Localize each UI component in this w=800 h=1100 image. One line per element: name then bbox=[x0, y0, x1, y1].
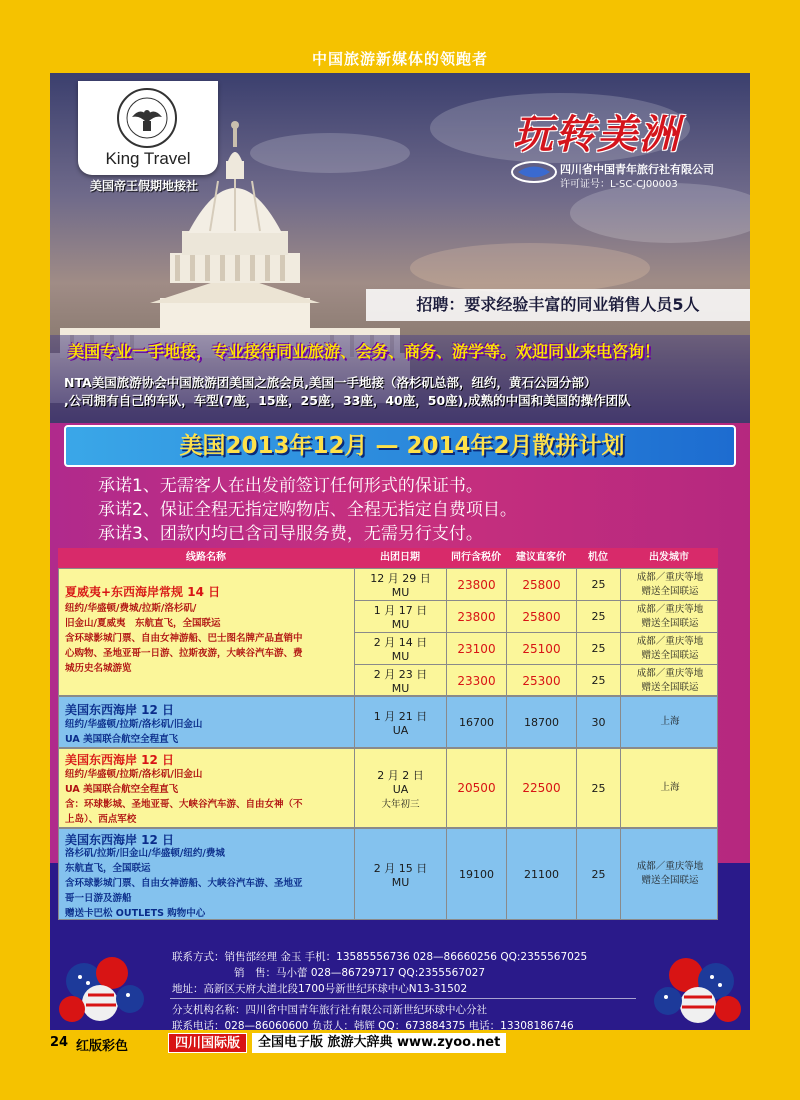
route-desc bbox=[65, 717, 353, 747]
retail-price-cell: 22500 bbox=[522, 781, 561, 795]
route-name: 夏威夷+东西海岸常规 14 日 bbox=[65, 585, 221, 599]
seats-cell: 25 bbox=[591, 610, 606, 623]
intro-text-1: NTA美国旅游协会中国旅游团美国之旅会员,美国一手地接（洛杉矶总部，纽约，黄石公园分部） bbox=[64, 375, 597, 390]
contact-address: 地址：高新区天府大道北段1700号新世纪环球中心N13-31502 bbox=[172, 983, 468, 995]
city-cell: 成都／重庆等地 赠送全国联运 bbox=[636, 861, 704, 886]
logo-name: King Travel bbox=[105, 149, 191, 168]
balloons-right-icon bbox=[646, 951, 742, 1030]
route-name: 美国东西海岸 12 日 bbox=[65, 753, 175, 767]
peer-price-cell: 23100 bbox=[457, 641, 496, 656]
peer-price-cell: 23300 bbox=[457, 673, 496, 688]
route-desc bbox=[65, 846, 353, 921]
route-desc-line: 旧金山/夏威夷 东航直飞，全国联运 bbox=[65, 618, 221, 629]
route-desc-line: 心购物、圣地亚哥一日游、拉斯夜游，大峡谷汽车游、费 bbox=[65, 648, 303, 659]
seats-cell: 25 bbox=[591, 781, 606, 795]
city-cell: 上海 bbox=[660, 716, 680, 727]
date-cell: 1 月 17 日 MU bbox=[373, 604, 428, 631]
recruit-banner bbox=[366, 289, 750, 321]
peer-price-cell: 20500 bbox=[457, 781, 496, 795]
top-slogan: 中国旅游新媒体的领跑者 bbox=[311, 50, 488, 68]
plan-title-banner bbox=[64, 425, 736, 467]
promise-1: 承诺1、无需客人在出发前签订任何形式的保证书。 bbox=[98, 476, 483, 496]
route-desc-line: 纽约/华盛顿/费城/拉斯/洛杉矶/ bbox=[65, 603, 197, 614]
contact-line-1: 联系方式：销售部经理 金玉 手机：13585556736 028—86660256 QQ:2355567025 bbox=[172, 951, 588, 963]
route-desc-line: 含环球影城门票、自由女神游船、巴士图名牌产品直销中 bbox=[65, 633, 303, 644]
header-peer-price: 同行含税价 bbox=[451, 552, 501, 563]
retail-price-cell: 18700 bbox=[524, 715, 559, 729]
cyts-logo-icon bbox=[510, 161, 558, 183]
route-desc-line: 东航直飞，全国联运 bbox=[65, 863, 151, 874]
header-city: 出发城市 bbox=[649, 552, 689, 563]
retail-price-cell: 25800 bbox=[522, 609, 561, 624]
city-cell: 成都／重庆等地 赠送全国联运 bbox=[636, 603, 704, 629]
plan-title: 美国2013年12月 — 2014年2月散拼计划 bbox=[179, 433, 625, 459]
route-desc-line: 上岛）、西点军校 bbox=[65, 814, 137, 825]
date-cell: 2 月 2 日 UA 大年初三 bbox=[377, 768, 424, 810]
date-cell: 2 月 14 日 MU bbox=[373, 636, 428, 663]
king-travel-logo bbox=[78, 81, 218, 175]
agency-license: 许可证号：L-SC-CJ00003 bbox=[560, 179, 678, 190]
promise-2: 承诺2、保证全程无指定购物店、全程无指定自费项目。 bbox=[98, 500, 517, 520]
route-desc-line: 纽约/华盛顿/拉斯/洛杉矶/旧金山 bbox=[65, 719, 203, 730]
date-cell: 12 月 29 日 MU bbox=[370, 572, 431, 599]
route-desc bbox=[65, 601, 353, 676]
peer-price-cell: 16700 bbox=[459, 715, 494, 729]
page-section-label: 红版彩色 bbox=[76, 1039, 129, 1054]
seats-cell: 25 bbox=[591, 867, 606, 881]
edition-tag: 四川国际版 bbox=[168, 1033, 247, 1053]
route-desc-line: UA 美国联合航空全程直飞 bbox=[65, 734, 179, 745]
intro-text-2: ,公司拥有自己的车队，车型(7座，15座，25座，33座，40座，50座),成熟的中国和美国的操作团队 bbox=[64, 393, 631, 408]
retail-price-cell: 25800 bbox=[522, 577, 561, 592]
peer-price-cell: 23800 bbox=[457, 577, 496, 592]
route-desc-line: 城历史名城游览 bbox=[65, 663, 132, 674]
header-date: 出团日期 bbox=[380, 552, 420, 563]
tour-group-coast-12d-ua-cny bbox=[58, 748, 718, 828]
seats-cell: 25 bbox=[591, 578, 606, 591]
route-desc-line: 赠送卡巴松 OUTLETS 购物中心 bbox=[65, 908, 206, 919]
eagle-seal-icon bbox=[114, 87, 180, 149]
route-desc-line: 纽约/华盛顿/拉斯/洛杉矶/旧金山 bbox=[65, 769, 203, 780]
date-cell: 2 月 23 日 MU bbox=[373, 668, 428, 695]
logo-subtitle: 美国帝王假期地接社 bbox=[90, 179, 199, 193]
branch-name: 分支机构名称：四川省中国青年旅行社有限公司新世纪环球中心分社 bbox=[172, 1004, 487, 1016]
intro-headline: 美国专业一手地接，专业接待同业旅游、会务、商务、游学等。欢迎同业来电咨询！ bbox=[68, 342, 661, 361]
hero-image bbox=[50, 73, 750, 423]
header-retail-price: 建议直客价 bbox=[516, 552, 566, 563]
route-desc-line: 含环球影城门票、自由女神游船、大峡谷汽车游、圣地亚 bbox=[65, 878, 303, 889]
poster bbox=[50, 73, 750, 1030]
peer-price-cell: 19100 bbox=[459, 867, 494, 881]
seats-cell: 25 bbox=[591, 674, 606, 687]
date-cell: 1 月 21 日 UA bbox=[373, 709, 428, 737]
route-desc-line: 含：环球影城、圣地亚哥、大峡谷汽车游、自由女神（不 bbox=[65, 799, 303, 810]
header-seats: 机位 bbox=[588, 552, 608, 563]
tour-group-coast-12d-mu bbox=[58, 828, 718, 920]
promise-3: 承诺3、团款内均已含司导服务费，无需另行支付。 bbox=[98, 524, 483, 544]
publication-info: 全国电子版 旅游大辞典 www.zyoo.net bbox=[252, 1033, 506, 1053]
city-cell: 成都／重庆等地 赠送全国联运 bbox=[636, 635, 704, 661]
route-name: 美国东西海岸 12 日 bbox=[65, 833, 175, 847]
brand-title: 玩转美洲 bbox=[513, 111, 681, 158]
page-footer bbox=[50, 1033, 750, 1055]
retail-price-cell: 25300 bbox=[522, 673, 561, 688]
retail-price-cell: 25100 bbox=[522, 641, 561, 656]
seats-cell: 30 bbox=[591, 715, 606, 729]
contact-line-2: 销 售：马小蕾 028—86729717 QQ:2355567027 bbox=[234, 967, 486, 979]
retail-price-cell: 21100 bbox=[524, 867, 559, 881]
route-desc-line: UA 美国联合航空全程直飞 bbox=[65, 784, 179, 795]
peer-price-cell: 23800 bbox=[457, 609, 496, 624]
agency-name: 四川省中国青年旅行社有限公司 bbox=[560, 163, 714, 176]
route-name: 美国东西海岸 12 日 bbox=[65, 703, 175, 717]
date-cell: 2 月 15 日 MU bbox=[373, 861, 428, 889]
seats-cell: 25 bbox=[591, 642, 606, 655]
balloons-left-icon bbox=[56, 951, 152, 1030]
tour-group-hawaii-14d bbox=[58, 568, 718, 696]
route-desc bbox=[65, 767, 353, 827]
city-cell: 成都／重庆等地 赠送全国联运 bbox=[636, 571, 704, 597]
branch-contact: 联系电话：028—86060600 负责人：韩辉 QQ：673884375 电话：13308186746 bbox=[172, 1020, 574, 1030]
tour-group-coast-12d-ua bbox=[58, 696, 718, 748]
page-number: 24 bbox=[50, 1035, 69, 1050]
recruit-text: 招聘：要求经验丰富的同业销售人员5人 bbox=[416, 295, 700, 314]
table-header bbox=[58, 548, 718, 568]
route-desc-line: 哥一日游及游船 bbox=[65, 893, 132, 904]
header-route: 线路名称 bbox=[186, 552, 226, 563]
city-cell: 成都／重庆等地 赠送全国联运 bbox=[636, 667, 704, 693]
city-cell: 上海 bbox=[660, 782, 680, 793]
route-desc-line: 洛杉矶/拉斯/旧金山/华盛顿/纽约/费城 bbox=[65, 848, 225, 859]
